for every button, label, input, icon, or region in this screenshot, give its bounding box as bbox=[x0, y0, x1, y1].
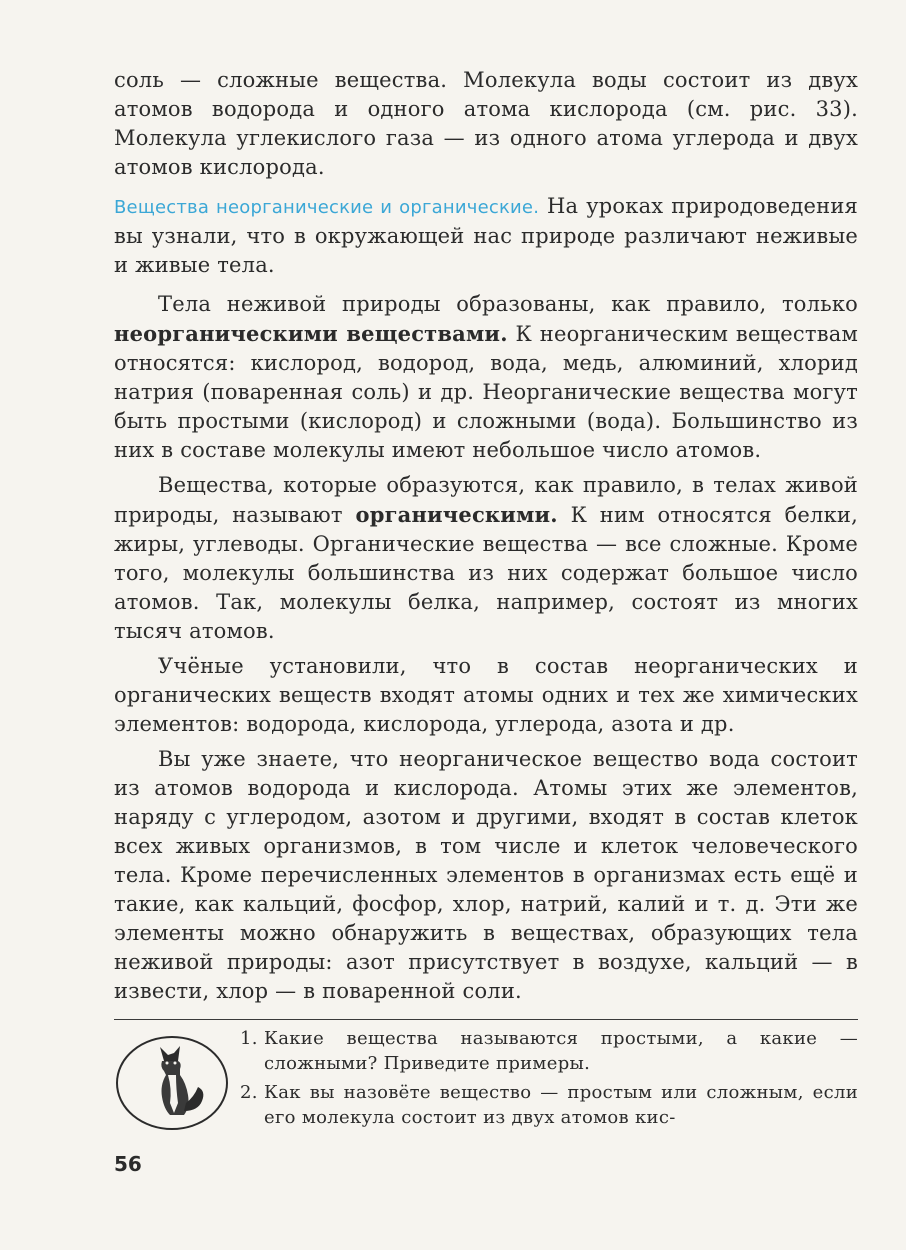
paragraph-1: соль — сложные вещества. Молекула воды состоит из двух атомов водорода и одного атома кислорода (см. рис. 33). Молекула углекислого газа — из одного атома углерода и двух атомов кислорода. bbox=[114, 68, 858, 179]
term-organic: органическими. bbox=[355, 502, 558, 527]
section-heading: Вещества неорганические и органические. bbox=[114, 197, 540, 218]
paragraph-2 bbox=[114, 192, 858, 280]
paragraph-4-text-b: К ним относятся белки, жиры, углеводы. Органические вещества — все сложные. Кроме того, молекулы большинства из них содержат большое число атомов. Так, молекулы белка, например, состоят из многих тысяч атомов. bbox=[114, 503, 858, 643]
paragraph-4-text-a: Вещества, которые образуются, как правило, в телах живой природы, называют bbox=[114, 473, 858, 527]
fox-icon bbox=[114, 1031, 232, 1133]
paragraph-5: Учёные установили, что в состав неорганических и органических веществ входят атомы одних и тех же химических элементов: водорода, кислорода, углерода, азота и др. bbox=[114, 654, 858, 736]
term-inorganic: неорганическими веществами. bbox=[114, 321, 508, 346]
main-text bbox=[114, 66, 858, 1006]
question-number: 2. bbox=[240, 1082, 258, 1103]
review-questions bbox=[240, 1026, 858, 1134]
question-text: Какие вещества называются простыми, а какие — сложными? Приведите примеры. bbox=[264, 1028, 858, 1074]
paragraph-4 bbox=[114, 471, 858, 646]
question-item bbox=[240, 1026, 858, 1076]
question-text: Как вы назовёте вещество — простым или сложным, если его молекула состоит из двух атомов кис- bbox=[264, 1082, 858, 1128]
question-item bbox=[240, 1080, 858, 1130]
question-number: 1. bbox=[240, 1028, 258, 1049]
paragraph-3 bbox=[114, 290, 858, 465]
paragraph-2-text: На уроках природоведения вы узнали, что в окружающей нас природе различают неживые и живые тела. bbox=[114, 194, 858, 277]
paragraph-6: Вы уже знаете, что неорганическое вещество вода состоит из атомов водорода и кислорода. Атомы этих же элементов, наряду с углеродом, азотом и другими, входят в состав клеток всех живых организмов, в том числе и клеток человеческого тела. Кроме перечисленных элементов в организмах есть ещё и такие, как кальций, фосфор, хлор, натрий, калий и т. д. Эти же элементы можно обнаружить в веществах, образующих тела неживой природы: азот присутствует в воздухе, кальций — в извести, хлор — в поваренной соли. bbox=[114, 747, 858, 1003]
paragraph-3-text-b: К неорганическим веществам относятся: кислород, водород, вода, медь, алюминий, хлорид натрия (поваренная соль) и др. Неорганические вещества могут быть простыми (кислород) и сложными (вода). Большинство из них в составе молекулы имеют небольшое число атомов. bbox=[114, 322, 858, 462]
page-number: 56 bbox=[114, 1152, 142, 1176]
paragraph-3-text-a: Тела неживой природы образованы, как правило, только bbox=[158, 292, 858, 316]
divider-line bbox=[114, 1019, 858, 1020]
